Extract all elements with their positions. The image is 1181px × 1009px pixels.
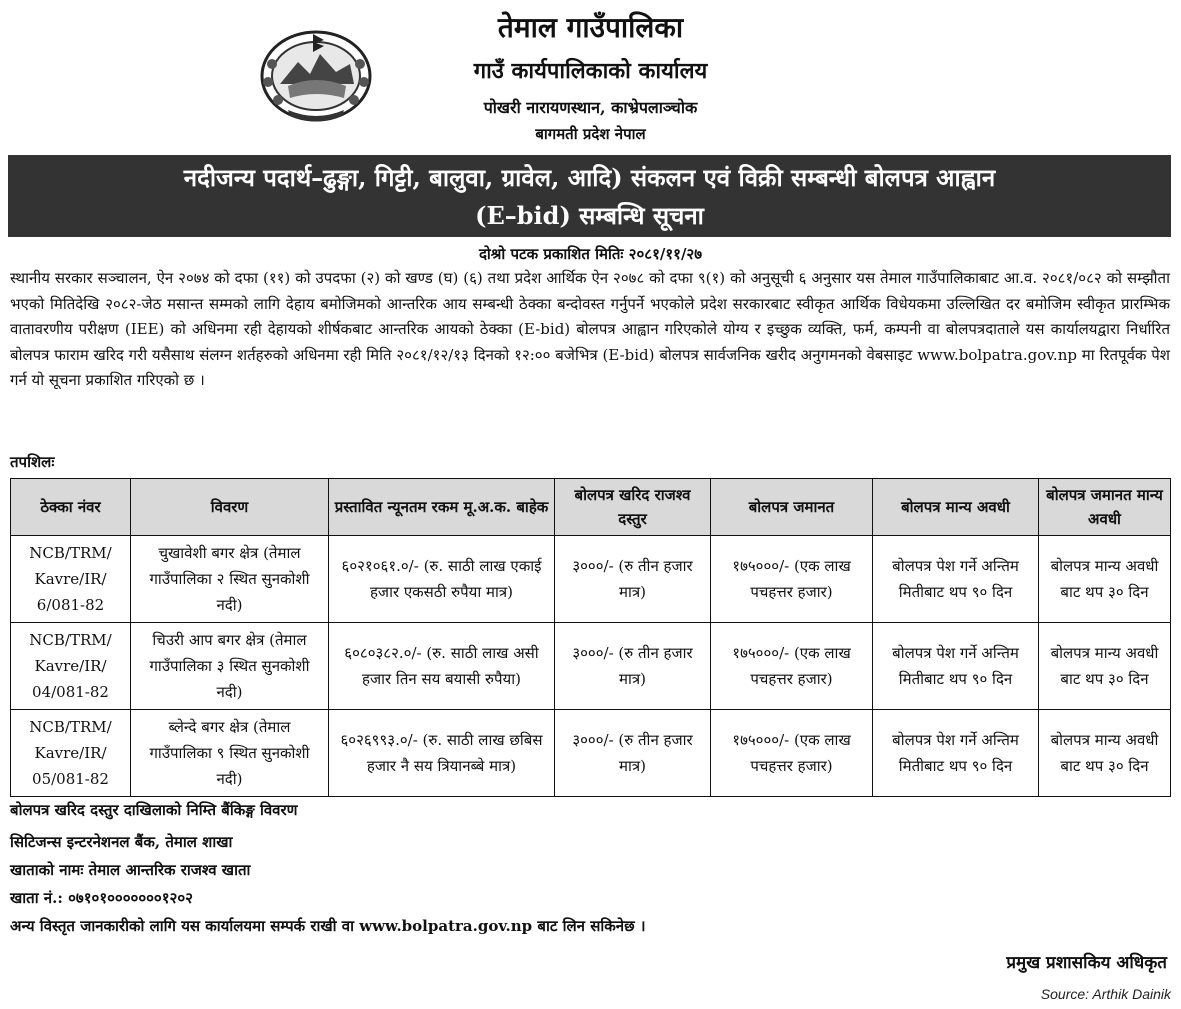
- cell-bid-security: १७५०००/- (एक लाख पचहत्तर हजार): [711, 536, 873, 623]
- col-min-amount: प्रस्तावित न्यूनतम रकम मू.अ.क. बाहेक: [329, 479, 555, 536]
- cell-description: चुखावेशी बगर क्षेत्र (तेमाल गाउँपालिका २ स्थित सुनकोशी नदी): [131, 536, 329, 623]
- bank-name: सिटिजन्स इन्टरनेशनल बैंक, तेमाल शाखा: [10, 833, 233, 851]
- cell-security-validity: बोलपत्र मान्य अवधी बाट थप ३० दिन: [1039, 536, 1171, 623]
- municipality-name: तेमाल गाउँपालिका: [497, 11, 684, 44]
- cell-bid-validity: बोलपत्र पेश गर्ने अन्तिम मितीबाट थप ९० दिन: [873, 623, 1039, 710]
- col-contract-no: ठेक्का नंवर: [11, 479, 131, 536]
- cell-bid-fee: ३०००/- (रु तीन हजार मात्र): [555, 710, 711, 797]
- cell-contract-no: NCB/TRM/ Kavre/IR/ 04/081-82: [11, 623, 131, 710]
- notice-title-banner: [8, 155, 1171, 237]
- col-bid-validity: बोलपत्र मान्य अवधी: [873, 479, 1039, 536]
- office-name: गाउँ कार्यपालिकाको कार्यालय: [473, 58, 708, 84]
- notice-title-line2: (E–bid) सम्बन्धि सूचना: [475, 201, 704, 230]
- cell-bid-security: १७५०००/- (एक लाख पचहत्तर हजार): [711, 710, 873, 797]
- details-label: तपशिलः: [10, 453, 55, 471]
- cell-min-amount: ६०२१०६१.०/- (रु. साठी लाख एकाई हजार एकसठी रुपैया मात्र): [329, 536, 555, 623]
- province-name: बागमती प्रदेश नेपाल: [535, 125, 646, 143]
- more-info: अन्य विस्तृत जानकारीको लागि यस कार्यालयमा सम्पर्क राखी वा www.bolpatra.gov.np बाट लिन सकिनेछ ।: [10, 917, 646, 935]
- account-name: खाताको नामः तेमाल आन्तरिक राजश्व खाता: [10, 861, 251, 879]
- source-credit: Source: Arthik Dainik: [1040, 986, 1171, 1002]
- publish-date: दोश्रो पटक प्रकाशित मितिः २०८१/११/२७: [478, 245, 703, 263]
- cell-bid-security: १७५०००/- (एक लाख पचहत्तर हजार): [711, 623, 873, 710]
- col-description: विवरण: [131, 479, 329, 536]
- notice-title-line1: नदीजन्य पदार्थ–ढुङ्गा, गिट्टी, बालुवा, ग्रावेल, आदि) संकलन एवं विक्री सम्बन्धी बोलपत्र आह्वान: [183, 163, 996, 192]
- account-number: खाता नं.: ०७१०१०००००००१२०२: [10, 889, 193, 907]
- notice-body: स्थानीय सरकार सञ्चालन, ऐन २०७४ को दफा (११) को उपदफा (२) को खण्ड (घ) (६) तथा प्रदेश आर्थिक ऐन २०७८ को दफा ९(१) को अनुसूची ६ अनुसार यस तेमाल गाउँपालिकाबाट आ.व. २०८१/०८२ को सम्झौता भएको मितिदेखि २०८२-जेठ मसान्त सम्मको लागि देहाय बमोजिमको आन्तरिक आय सम्बन्धी ठेक्का बन्दोवस्त गर्नुपर्ने भएकोले प्रदेश सरकारबाट स्वीकृत आर्थिक विधेयकमा उल्लिखित दर बमोजिम स्वीकृत प्रारम्भिक वातावरणीय परीक्षण (IEE) को अधिनमा रही देहायको शीर्षकबाट आन्तरिक आयको ठेक्का (E-bid) बोलपत्र आह्वान गरिएकोले योग्य र इच्छुक व्यक्ति, फर्म, कम्पनी वा बोलपत्रदाताले यस कार्यालयद्वारा निर्धारित बोलपत्र फाराम खरिद गरी यसैसाथ संलग्न शर्तहरुको अधिनमा रही मिति २०८१/१२/१३ दिनको १२:०० बजेभित्र (E-bid) बोलपत्र सार्वजनिक खरीद अनुगमनको वेबसाइट www.bolpatra.gov.np मा रितपूर्वक पेश गर्न यो सूचना प्रकाशित गरिएको छ ।: [10, 269, 1170, 389]
- cell-description: ब्लेन्दे बगर क्षेत्र (तेमाल गाउँपालिका ९ स्थित सुनकोशी नदी): [131, 710, 329, 797]
- banking-title: बोलपत्र खरिद दस्तुर दाखिलाको निम्ति बैंकिङ्ग विवरण: [10, 801, 298, 819]
- cell-bid-validity: बोलपत्र पेश गर्ने अन्तिम मितीबाट थप ९० दिन: [873, 536, 1039, 623]
- cell-security-validity: बोलपत्र मान्य अवधी बाट थप ३० दिन: [1039, 710, 1171, 797]
- cell-security-validity: बोलपत्र मान्य अवधी बाट थप ३० दिन: [1039, 623, 1171, 710]
- cell-description: चिउरी आप बगर क्षेत्र (तेमाल गाउँपालिका ३ स्थित सुनकोशी नदी): [131, 623, 329, 710]
- signer-title: प्रमुख प्रशासकिय अधिकृत: [1006, 953, 1167, 973]
- cell-contract-no: NCB/TRM/ Kavre/IR/ 6/081-82: [11, 536, 131, 623]
- col-security-validity: बोलपत्र जमानत मान्य अवधी: [1039, 479, 1171, 536]
- col-bid-fee: बोलपत्र खरिद राजश्व दस्तुर: [555, 479, 711, 536]
- cell-min-amount: ६०८०३८२.०/- (रु. साठी लाख असी हजार तिन सय बयासी रुपैया): [329, 623, 555, 710]
- cell-bid-validity: बोलपत्र पेश गर्ने अन्तिम मितीबाट थप ९० दिन: [873, 710, 1039, 797]
- office-address: पोखरी नारायणस्थान, काभ्रेपलाञ्चोक: [483, 98, 698, 117]
- cell-min-amount: ६०२६९९३.०/- (रु. साठी लाख छबिस हजार नै सय त्रियानब्बे मात्र): [329, 710, 555, 797]
- cell-contract-no: NCB/TRM/ Kavre/IR/ 05/081-82: [11, 710, 131, 797]
- cell-bid-fee: ३०००/- (रु तीन हजार मात्र): [555, 536, 711, 623]
- table-header-row: [11, 479, 1171, 536]
- table-row: [11, 710, 1171, 797]
- table-row: [11, 623, 1171, 710]
- table-row: [11, 536, 1171, 623]
- col-bid-security: बोलपत्र जमानत: [711, 479, 873, 536]
- cell-bid-fee: ३०००/- (रु तीन हजार मात्र): [555, 623, 711, 710]
- tender-table: [10, 478, 1171, 797]
